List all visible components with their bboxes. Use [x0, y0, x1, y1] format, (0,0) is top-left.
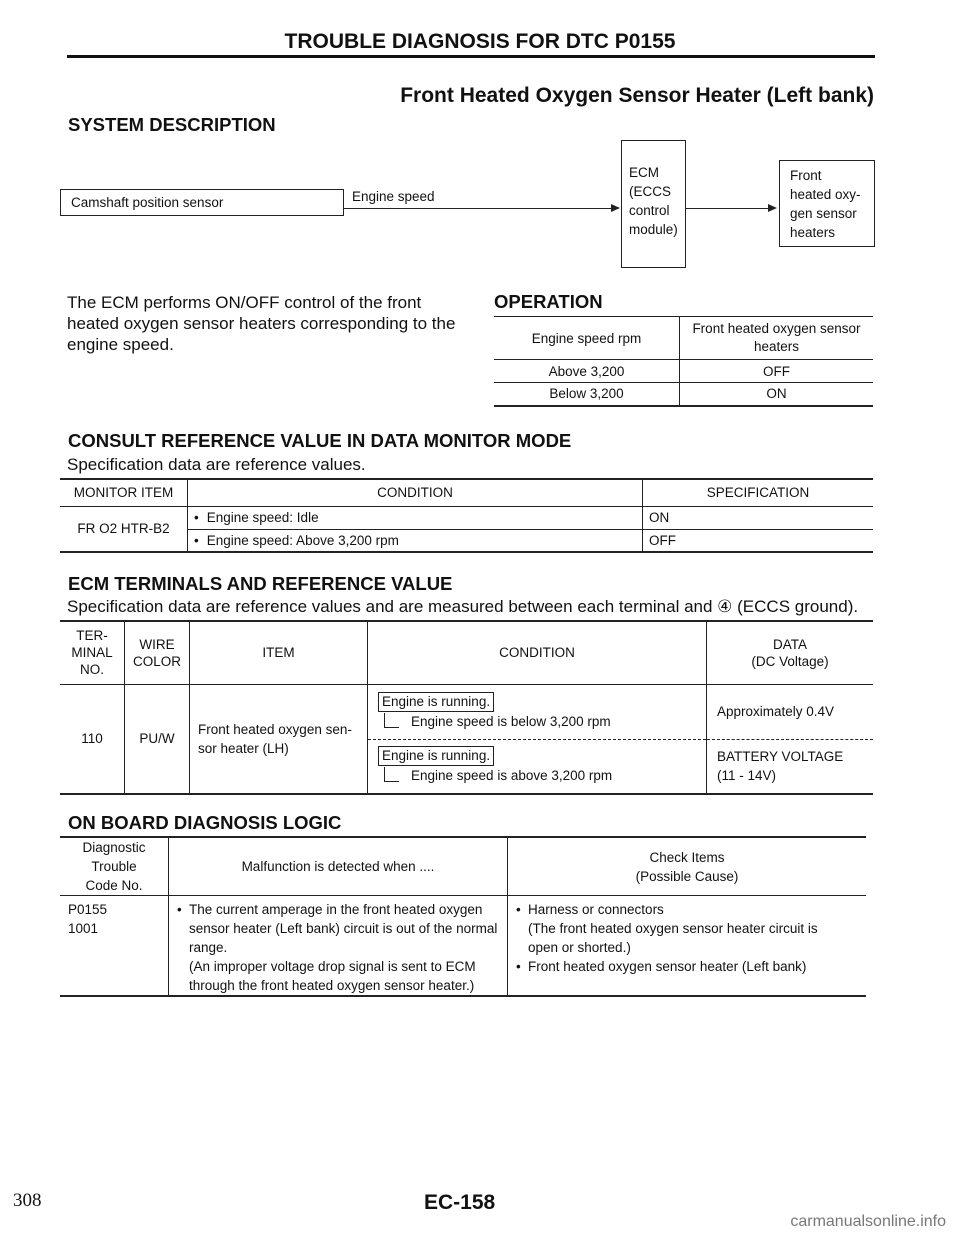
- consult-heading: CONSULT REFERENCE VALUE IN DATA MONITOR MODE: [68, 430, 572, 451]
- operation-header-heaters: [680, 317, 874, 360]
- wire-color: PU/W: [125, 684, 190, 794]
- consult-header-item: MONITOR ITEM: [60, 479, 188, 506]
- title-rule: [67, 55, 875, 58]
- consult-condition: [188, 529, 643, 552]
- heater-line-4: heaters: [790, 225, 836, 240]
- system-description-heading: SYSTEM DESCRIPTION: [68, 114, 276, 135]
- ecm-line-3: control: [629, 203, 670, 218]
- consult-spec: OFF: [649, 532, 676, 548]
- operation-table-wrap: [494, 316, 873, 407]
- elbow-connector-icon: [384, 767, 399, 782]
- terminal-number: 110: [60, 684, 125, 794]
- data-line: Approximately 0.4V: [717, 704, 835, 719]
- table-row: [60, 837, 866, 896]
- operation-table: [494, 316, 873, 407]
- operation-heading: OPERATION: [494, 291, 603, 312]
- table-row: [60, 621, 873, 684]
- table-row: [60, 479, 873, 506]
- malfunction-line: sensor heater (Left bank) circuit is out of the normal: [189, 921, 498, 936]
- condition-cell: [368, 739, 707, 794]
- obd-table-wrap: [60, 836, 866, 997]
- watermark: carmanualsonline.info: [790, 1213, 946, 1230]
- data-line: BATTERY VOLTAGE: [717, 749, 844, 765]
- page-number: 308: [13, 1190, 42, 1211]
- system-description-text: [67, 292, 467, 355]
- header-terminal: [60, 621, 125, 684]
- obd-codes: [60, 896, 169, 997]
- check-line: • Harness or connectors: [528, 902, 664, 917]
- heater-line-2: heated oxy-: [790, 187, 861, 202]
- page-title: TROUBLE DIAGNOSIS FOR DTC P0155: [284, 30, 676, 53]
- ecm-terminals-table-wrap: [60, 620, 873, 795]
- ecm-output-line: [686, 208, 769, 209]
- header-line: (Possible Cause): [635, 868, 739, 884]
- section-code: EC-158: [424, 1191, 496, 1214]
- item-line: sor heater (LH): [198, 740, 289, 756]
- ecm-terminals-note: Specification data are reference values and are measured between each terminal and ④ (ECCS ground).: [67, 597, 859, 616]
- check-item: [516, 900, 858, 957]
- elbow-connector-icon: [384, 713, 399, 728]
- table-row: [60, 684, 873, 739]
- operation-cell: Below 3,200: [494, 383, 680, 406]
- ecm-terminals-heading: ECM TERMINALS AND REFERENCE VALUE: [68, 573, 453, 594]
- description-line: heated oxygen sensor heaters corresponding to the: [67, 314, 456, 333]
- check-line: open or shorted.): [528, 940, 631, 955]
- header-line: NO.: [79, 662, 104, 678]
- ecm-line-2: (ECCS: [629, 184, 672, 199]
- table-row: [60, 506, 873, 529]
- malfunction-line: • The current amperage in the front heated oxygen: [189, 902, 483, 917]
- header-line: Diagnostic Trouble: [82, 840, 146, 874]
- condition-text: • Engine speed: Idle: [194, 510, 319, 525]
- malfunction-line: range.: [189, 940, 228, 955]
- operation-header-speed: Engine speed rpm: [494, 317, 680, 360]
- arrow-head-icon: [611, 204, 620, 212]
- data-cell: [707, 739, 874, 794]
- condition-text: • Engine speed: Above 3,200 rpm: [194, 533, 399, 548]
- malfunction-line: through the front heated oxygen sensor heater.): [189, 978, 475, 993]
- page-subtitle: Front Heated Oxygen Sensor Heater (Left bank): [400, 84, 874, 107]
- header-line: Front heated oxygen sensor: [692, 321, 861, 336]
- operation-cell: OFF: [763, 363, 790, 379]
- ecm-line-4: module): [629, 222, 678, 237]
- description-line: The ECM performs ON/OFF control of the front: [67, 293, 422, 312]
- header-line: MINAL: [71, 645, 113, 661]
- heater-line-3: gen sensor: [790, 206, 857, 221]
- consult-header-condition: CONDITION: [188, 479, 643, 506]
- item-line: Front heated oxygen sen-: [198, 721, 352, 737]
- consult-header-spec: SPECIFICATION: [706, 485, 810, 501]
- item-cell: [190, 684, 368, 794]
- header-condition: CONDITION: [368, 621, 707, 684]
- obd-malfunction: [169, 896, 508, 997]
- check-line: • Front heated oxygen sensor heater (Left bank): [528, 959, 807, 974]
- ecm-box: [621, 140, 686, 268]
- condition-detail: Engine speed is below 3,200 rpm: [411, 713, 611, 729]
- consult-note: Specification data are reference values.: [67, 455, 366, 474]
- obd-table: [60, 836, 866, 997]
- camshaft-sensor-box: [60, 189, 344, 216]
- arrow-head-icon: [768, 204, 777, 212]
- malfunction-line: (An improper voltage drop signal is sent to ECM: [189, 959, 476, 974]
- header-line: TER-: [76, 628, 108, 644]
- header-wire: [125, 621, 190, 684]
- table-row: [494, 360, 873, 383]
- obd-checks: [508, 896, 867, 997]
- consult-spec: ON: [649, 510, 670, 525]
- consult-table-wrap: [60, 478, 873, 553]
- table-row: [494, 317, 873, 360]
- malfunction-item: [177, 900, 499, 995]
- condition-detail: Engine speed is above 3,200 rpm: [411, 768, 613, 784]
- header-line: Check Items: [649, 849, 725, 865]
- data-line: (11 - 14V): [717, 768, 777, 784]
- description-line: engine speed.: [67, 335, 174, 354]
- consult-table: [60, 478, 873, 553]
- ecm-terminals-table: [60, 620, 873, 795]
- condition-state: Engine is running.: [378, 746, 494, 766]
- ecm-line-1: ECM: [629, 165, 659, 180]
- header-line: WIRE: [139, 636, 175, 652]
- header-line: DATA: [772, 636, 807, 652]
- signal-line: [344, 208, 612, 209]
- header-line: COLOR: [132, 653, 181, 669]
- header-line: heaters: [753, 339, 800, 354]
- obd-header-code: [60, 837, 169, 896]
- heater-line-1: Front: [790, 168, 822, 183]
- dtc-code: 1001: [68, 921, 99, 936]
- obd-header-malfunction: Malfunction is detected when ....: [169, 837, 508, 896]
- obd-heading: ON BOARD DIAGNOSIS LOGIC: [68, 812, 342, 833]
- header-data: [707, 621, 874, 684]
- dtc-code: P0155: [68, 902, 108, 917]
- header-line: (DC Voltage): [751, 653, 829, 669]
- condition-cell: [368, 684, 707, 739]
- consult-monitor-item: FR O2 HTR-B2: [60, 506, 188, 552]
- check-line: (The front heated oxygen sensor heater circuit is: [528, 921, 818, 936]
- heater-box: [779, 160, 875, 247]
- operation-cell: ON: [766, 386, 787, 402]
- camshaft-sensor-label: Camshaft position sensor: [71, 195, 224, 210]
- header-item: ITEM: [190, 621, 368, 684]
- header-line: Code No.: [85, 878, 143, 893]
- check-item: [516, 957, 858, 976]
- condition-state: Engine is running.: [378, 692, 494, 712]
- consult-condition: [188, 506, 643, 529]
- engine-speed-signal-label: Engine speed: [352, 189, 435, 204]
- operation-cell: Above 3,200: [494, 360, 680, 383]
- data-cell: [707, 684, 874, 739]
- table-row: [60, 896, 866, 997]
- table-row: [494, 383, 873, 406]
- obd-header-check: [508, 837, 867, 896]
